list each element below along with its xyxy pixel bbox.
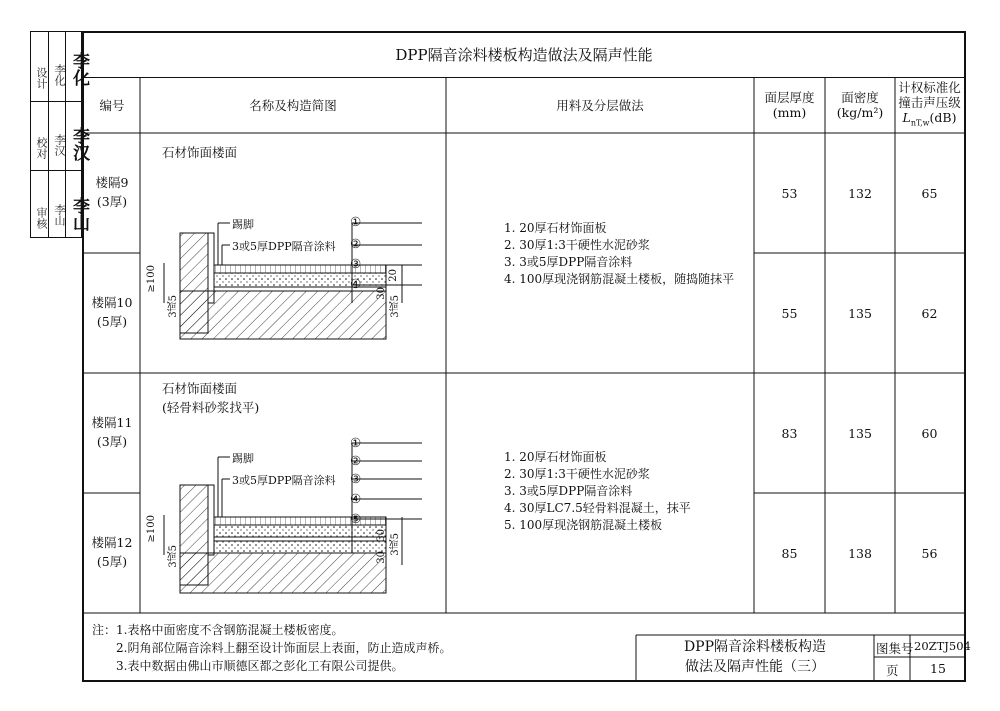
atlas-value: 20ZTJ504 (914, 639, 971, 653)
header-thickness-l2: (mm) (772, 105, 807, 120)
material-2-2: 2. 30厚1:3干硬性水泥砂浆 (504, 467, 650, 481)
code-row-1 (84, 173, 140, 211)
review-name-2: 李汉 (53, 134, 66, 156)
code-row-3 (84, 413, 140, 451)
header-sound (895, 77, 964, 133)
diagram-2 (140, 405, 446, 605)
sound-3: 60 (921, 425, 938, 441)
header-sound-symbol: L (902, 109, 911, 125)
diagram-2-dim-30a: 30 (376, 529, 387, 542)
code-1-sub: (3厚) (96, 194, 128, 209)
header-name: 名称及构造简图 (249, 97, 337, 113)
density-2: 135 (848, 305, 872, 321)
sound-2: 62 (921, 305, 938, 321)
code-2: 楼隔10 (91, 295, 133, 310)
header-sound-sub: nT,w (910, 118, 930, 128)
code-3-sub: (3厚) (96, 434, 128, 449)
review-label-1: 审核 (35, 207, 48, 229)
material-1-3: 3. 3或5厚DPP隔音涂料 (504, 255, 633, 269)
drawing-title: DPP隔音涂料楼板构造做法及隔声性能 (84, 33, 964, 78)
header-density (825, 77, 895, 133)
diagram-2-dim-30b: 30 (376, 551, 387, 564)
diagram-1-dim-35b: 3或5 (390, 295, 401, 318)
material-2-1: 1. 20厚石材饰面板 (504, 450, 607, 464)
title-block-line-1: DPP隔音涂料楼板构造 (683, 639, 827, 655)
diagram-1-dim-30: 30 (376, 287, 387, 300)
diagram-2-marker-2: ② (350, 453, 362, 468)
review-label-2: 校对 (35, 137, 48, 159)
signature-1: 李山 (69, 197, 89, 231)
diagram-1-name: 石材饰面楼面 (162, 145, 238, 160)
diagram-2-marker-5: ⑤ (350, 511, 362, 526)
material-2-3: 3. 3或5厚DPP隔音涂料 (504, 484, 633, 498)
review-name-3: 李化 (53, 64, 66, 86)
note-1: 注：1.表格中面密度不含钢筋混凝土楼板密度。 (92, 623, 344, 637)
materials-group-1 (504, 220, 734, 288)
materials-group-2 (504, 449, 691, 534)
diagram-1-label-b: 3或5厚DPP隔音涂料 (232, 240, 336, 253)
material-1-2: 2. 30厚1:3干硬性水泥砂浆 (504, 238, 650, 252)
header-num: 编号 (99, 97, 125, 113)
code-4: 楼隔12 (91, 535, 133, 550)
thickness-3: 83 (781, 425, 798, 441)
code-row-4 (84, 533, 140, 571)
sound-1: 65 (921, 185, 938, 201)
code-3: 楼隔11 (91, 415, 133, 430)
header-thickness (754, 77, 825, 133)
diagram-1-marker-3: ③ (350, 256, 362, 271)
material-2-5: 5. 100厚现浇钢筋混凝土楼板 (504, 518, 663, 532)
thickness-4: 85 (781, 545, 798, 561)
sound-4: 56 (921, 545, 938, 561)
signature-3: 李化 (69, 52, 89, 86)
material-1-1: 1. 20厚石材饰面板 (504, 221, 607, 235)
header-thickness-l1: 面层厚度 (764, 90, 815, 105)
signature-2: 李汉 (69, 127, 89, 161)
density-4: 138 (848, 545, 872, 561)
diagram-2-dim-35b: 3或5 (390, 533, 401, 556)
diagram-2-name-l2: (轻骨料砂浆找平) (162, 400, 260, 415)
title-block-line-2: 做法及隔声性能（三） (685, 659, 825, 675)
code-row-2 (84, 293, 140, 331)
diagram-1-dim-20: 20 (388, 269, 399, 282)
diagram-1-dim-h100: ≥100 (146, 265, 157, 293)
page-label: 页 (886, 663, 899, 678)
diagram-2-label-b: 3或5厚DPP隔音涂料 (232, 474, 336, 487)
header-sound-l2: 撞击声压级 (898, 94, 961, 110)
page-value: 15 (930, 661, 946, 676)
density-3: 135 (848, 425, 872, 441)
diagram-1 (140, 163, 446, 363)
diagram-2-dim-35a: 3或5 (168, 545, 179, 568)
header-sound-l3 (903, 110, 957, 131)
review-strip (30, 31, 89, 238)
material-1-4: 4. 100厚现浇钢筋混凝土楼板，随捣随抹平 (504, 272, 735, 286)
diagram-1-marker-4: ④ (350, 276, 362, 291)
note-3: 3.表中数据由佛山市顺德区都之彭化工有限公司提供。 (116, 659, 404, 673)
diagram-2-name-l1: 石材饰面楼面 (162, 381, 238, 396)
material-2-4: 4. 30厚LC7.5轻骨料混凝土，抹平 (504, 501, 691, 515)
code-2-sub: (5厚) (96, 314, 128, 329)
diagram-2-marker-3: ③ (350, 471, 362, 486)
diagram-1-marker-1: ① (350, 214, 362, 229)
thickness-1: 53 (781, 185, 798, 201)
notes (92, 621, 451, 675)
diagram-1-dim-35a: 3或5 (168, 295, 179, 318)
atlas-label: 图集号 (876, 641, 914, 656)
code-4-sub: (5厚) (96, 554, 128, 569)
header-density-l1: 面密度 (841, 90, 879, 105)
header-density-l2: (kg/m²) (836, 105, 884, 120)
code-1: 楼隔9 (95, 175, 129, 190)
diagram-2-dim-h100: ≥100 (146, 515, 157, 543)
header-sound-unit: (dB) (929, 109, 957, 125)
thickness-2: 55 (781, 305, 798, 321)
diagram-1-label-a: 踢脚 (232, 218, 254, 231)
diagram-2-marker-4: ④ (350, 491, 362, 506)
header-materials: 用料及分层做法 (556, 97, 644, 113)
diagram-2-label-a: 踢脚 (232, 452, 254, 465)
review-name-1: 李山 (53, 204, 66, 226)
review-label-3: 设计 (35, 67, 48, 89)
title-block-name (636, 637, 874, 677)
note-2: 2.阴角部位隔音涂料上翻至设计饰面层上表面，防止造成声桥。 (116, 641, 452, 655)
diagram-1-marker-2: ② (350, 236, 362, 251)
drawing-frame (82, 31, 971, 682)
header-sound-l1: 计权标准化 (898, 79, 961, 95)
diagram-2-marker-1: ① (350, 435, 362, 450)
density-1: 132 (848, 185, 872, 201)
